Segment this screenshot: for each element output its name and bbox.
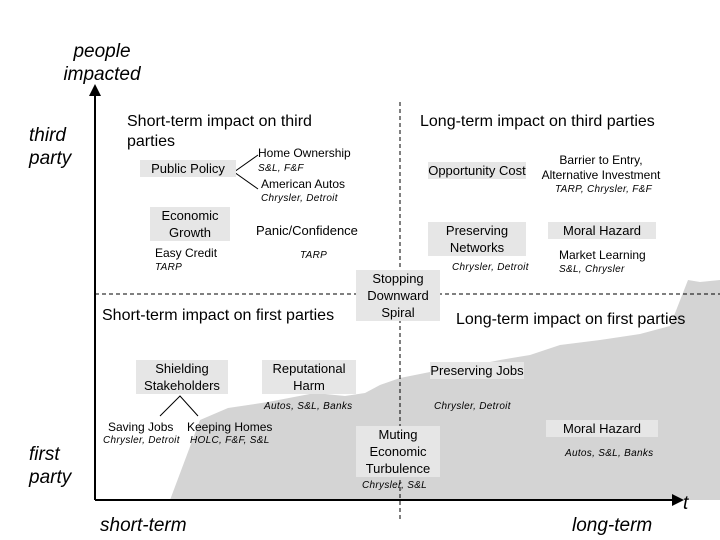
- preserving-networks-node: Preserving Networks: [428, 222, 526, 256]
- x-label-short-term: short-term: [100, 515, 187, 536]
- preserving-jobs-node: Preserving Jobs: [430, 363, 524, 378]
- american-autos-sub: Chrysler, Detroit: [261, 193, 338, 204]
- home-ownership-sub: S&L, F&F: [258, 163, 304, 174]
- panic-confidence-sub: TARP: [300, 250, 328, 261]
- y-label-first-party: first party: [29, 444, 72, 488]
- home-ownership-label: Home Ownership: [258, 146, 351, 160]
- market-learning-sub: S&L, Chrysler: [559, 264, 625, 275]
- shielding-stakeholders-node: Shielding Stakeholders: [136, 360, 228, 394]
- american-autos-label: American Autos: [261, 177, 346, 191]
- y-axis-title: people impacted: [63, 41, 141, 85]
- easy-credit-sub: TARP: [155, 262, 183, 273]
- public-policy-node: Public Policy: [140, 160, 236, 177]
- x-axis-symbol: t: [683, 493, 689, 514]
- market-learning-label: Market Learning: [559, 248, 646, 262]
- keeping-homes-sub: HOLC, F&F, S&L: [190, 435, 270, 446]
- shielding-bracket: [160, 396, 198, 416]
- keeping-homes-label: Keeping Homes: [187, 420, 273, 434]
- barrier-to-entry-sub: TARP, Chrysler, F&F: [555, 184, 653, 195]
- barrier-to-entry-label: Barrier to Entry, Alternative Investment: [541, 153, 661, 182]
- y-label-third-party: third party: [29, 125, 72, 169]
- economic-growth-node: Economic Growth: [150, 207, 230, 241]
- heading-long-term-first: Long-term impact on first parties: [456, 311, 686, 328]
- heading-long-term-third: Long-term impact on third parties: [420, 113, 655, 130]
- opportunity-cost-node: Opportunity Cost: [428, 163, 526, 178]
- panic-confidence-node: Panic/Confidence: [256, 223, 358, 238]
- moral-hazard-bottom-sub: Autos, S&L, Banks: [565, 448, 654, 459]
- muting-turbulence-node: Muting Economic Turbulence: [356, 426, 440, 477]
- preserving-networks-sub: Chrysler, Detroit: [452, 262, 529, 273]
- heading-short-term-first: Short-term impact on first parties: [102, 307, 335, 324]
- easy-credit-label: Easy Credit: [155, 246, 218, 260]
- public-policy-bracket: [234, 155, 258, 189]
- heading-short-term-third: Short-term impact on third parties: [127, 113, 312, 150]
- x-label-long-term: long-term: [572, 515, 653, 536]
- reputational-harm-node: Reputational Harm: [262, 360, 356, 394]
- saving-jobs-label: Saving Jobs: [108, 420, 174, 434]
- saving-jobs-sub: Chrysler, Detroit: [103, 435, 180, 446]
- moral-hazard-bottom-node: Moral Hazard: [546, 420, 658, 437]
- moral-hazard-top-node: Moral Hazard: [548, 222, 656, 239]
- stopping-spiral-node: Stopping Downward Spiral: [356, 270, 440, 321]
- reputational-harm-sub: Autos, S&L, Banks: [264, 401, 353, 412]
- muting-turbulence-sub: Chrysler, S&L: [362, 480, 428, 491]
- preserving-jobs-sub: Chrysler, Detroit: [434, 401, 511, 412]
